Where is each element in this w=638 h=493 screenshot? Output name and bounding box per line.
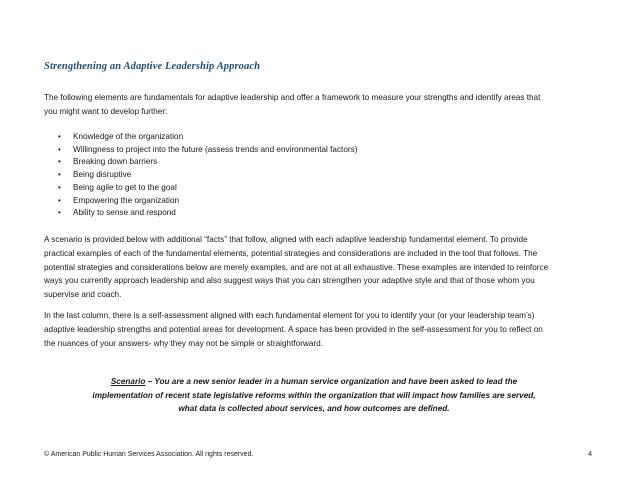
- paragraph-line: adaptive leadership strengths and potential areas for development. A space has been provided in the self-assessment for you to reflect on: [44, 324, 543, 334]
- fundamentals-list: [58, 131, 357, 220]
- scenario-explanation-paragraph: [44, 233, 604, 302]
- scenario-text: implementation of recent state legislative reforms within the organization that will impact how families are served,: [92, 390, 536, 400]
- paragraph-line: supervise and coach.: [44, 290, 122, 300]
- list-item: • Empowering the organization: [58, 195, 357, 208]
- paragraph-line: potential strategies and considerations below are merely examples, and are not at all exhaustive. These examples are intended to reinforce: [44, 262, 549, 272]
- scenario-text: – You are a new senior leader in a human service organization and have been asked to lead the: [145, 377, 518, 386]
- paragraph-line: the nuances of your answers- why they may not be simple or straightforward.: [44, 338, 323, 348]
- scenario-label: Scenario: [110, 377, 146, 386]
- list-item: • Being disruptive: [58, 169, 357, 182]
- paragraph-line: A scenario is provided below with additional “facts” that follow, aligned with each adaptive leadership fundamental element. To provide: [44, 235, 528, 244]
- intro-line: The following elements are fundamentals for adaptive leadership and offer a framework to measure your strengths and identify areas that: [44, 93, 541, 102]
- list-item: • Being agile to get to the goal: [58, 182, 357, 195]
- page-footer: [44, 451, 592, 458]
- paragraph-line: practical examples of each of the fundamental elements, potential strategies and considerations are included in the tool that follows. The: [44, 248, 538, 258]
- list-item: • Knowledge of the organization: [58, 131, 357, 144]
- list-item: • Breaking down barriers: [58, 156, 357, 169]
- section-heading: Strengthening an Adaptive Leadership Approach: [44, 61, 261, 72]
- list-item: • Willingness to project into the future (assess trends and environmental factors): [58, 144, 357, 157]
- scenario-box: [44, 375, 584, 416]
- list-item: • Ability to sense and respond: [58, 207, 357, 220]
- paragraph-line: ways you currently approach leadership and also suggest ways that you can strengthen your adaptive style and that of those whom you: [44, 276, 535, 286]
- self-assessment-paragraph: [44, 309, 604, 350]
- intro-line: you might want to develop further:: [44, 107, 168, 116]
- copyright-notice: © American Public Human Services Association. All rights reserved.: [44, 451, 254, 458]
- page-number: 4: [588, 451, 592, 458]
- scenario-text: what data is collected about services, and how outcomes are defined.: [178, 404, 450, 414]
- paragraph-line: In the last column, there is a self-assessment aligned with each fundamental element for you to identify your (or your leadership team’s): [44, 311, 535, 320]
- intro-paragraph: [44, 91, 604, 119]
